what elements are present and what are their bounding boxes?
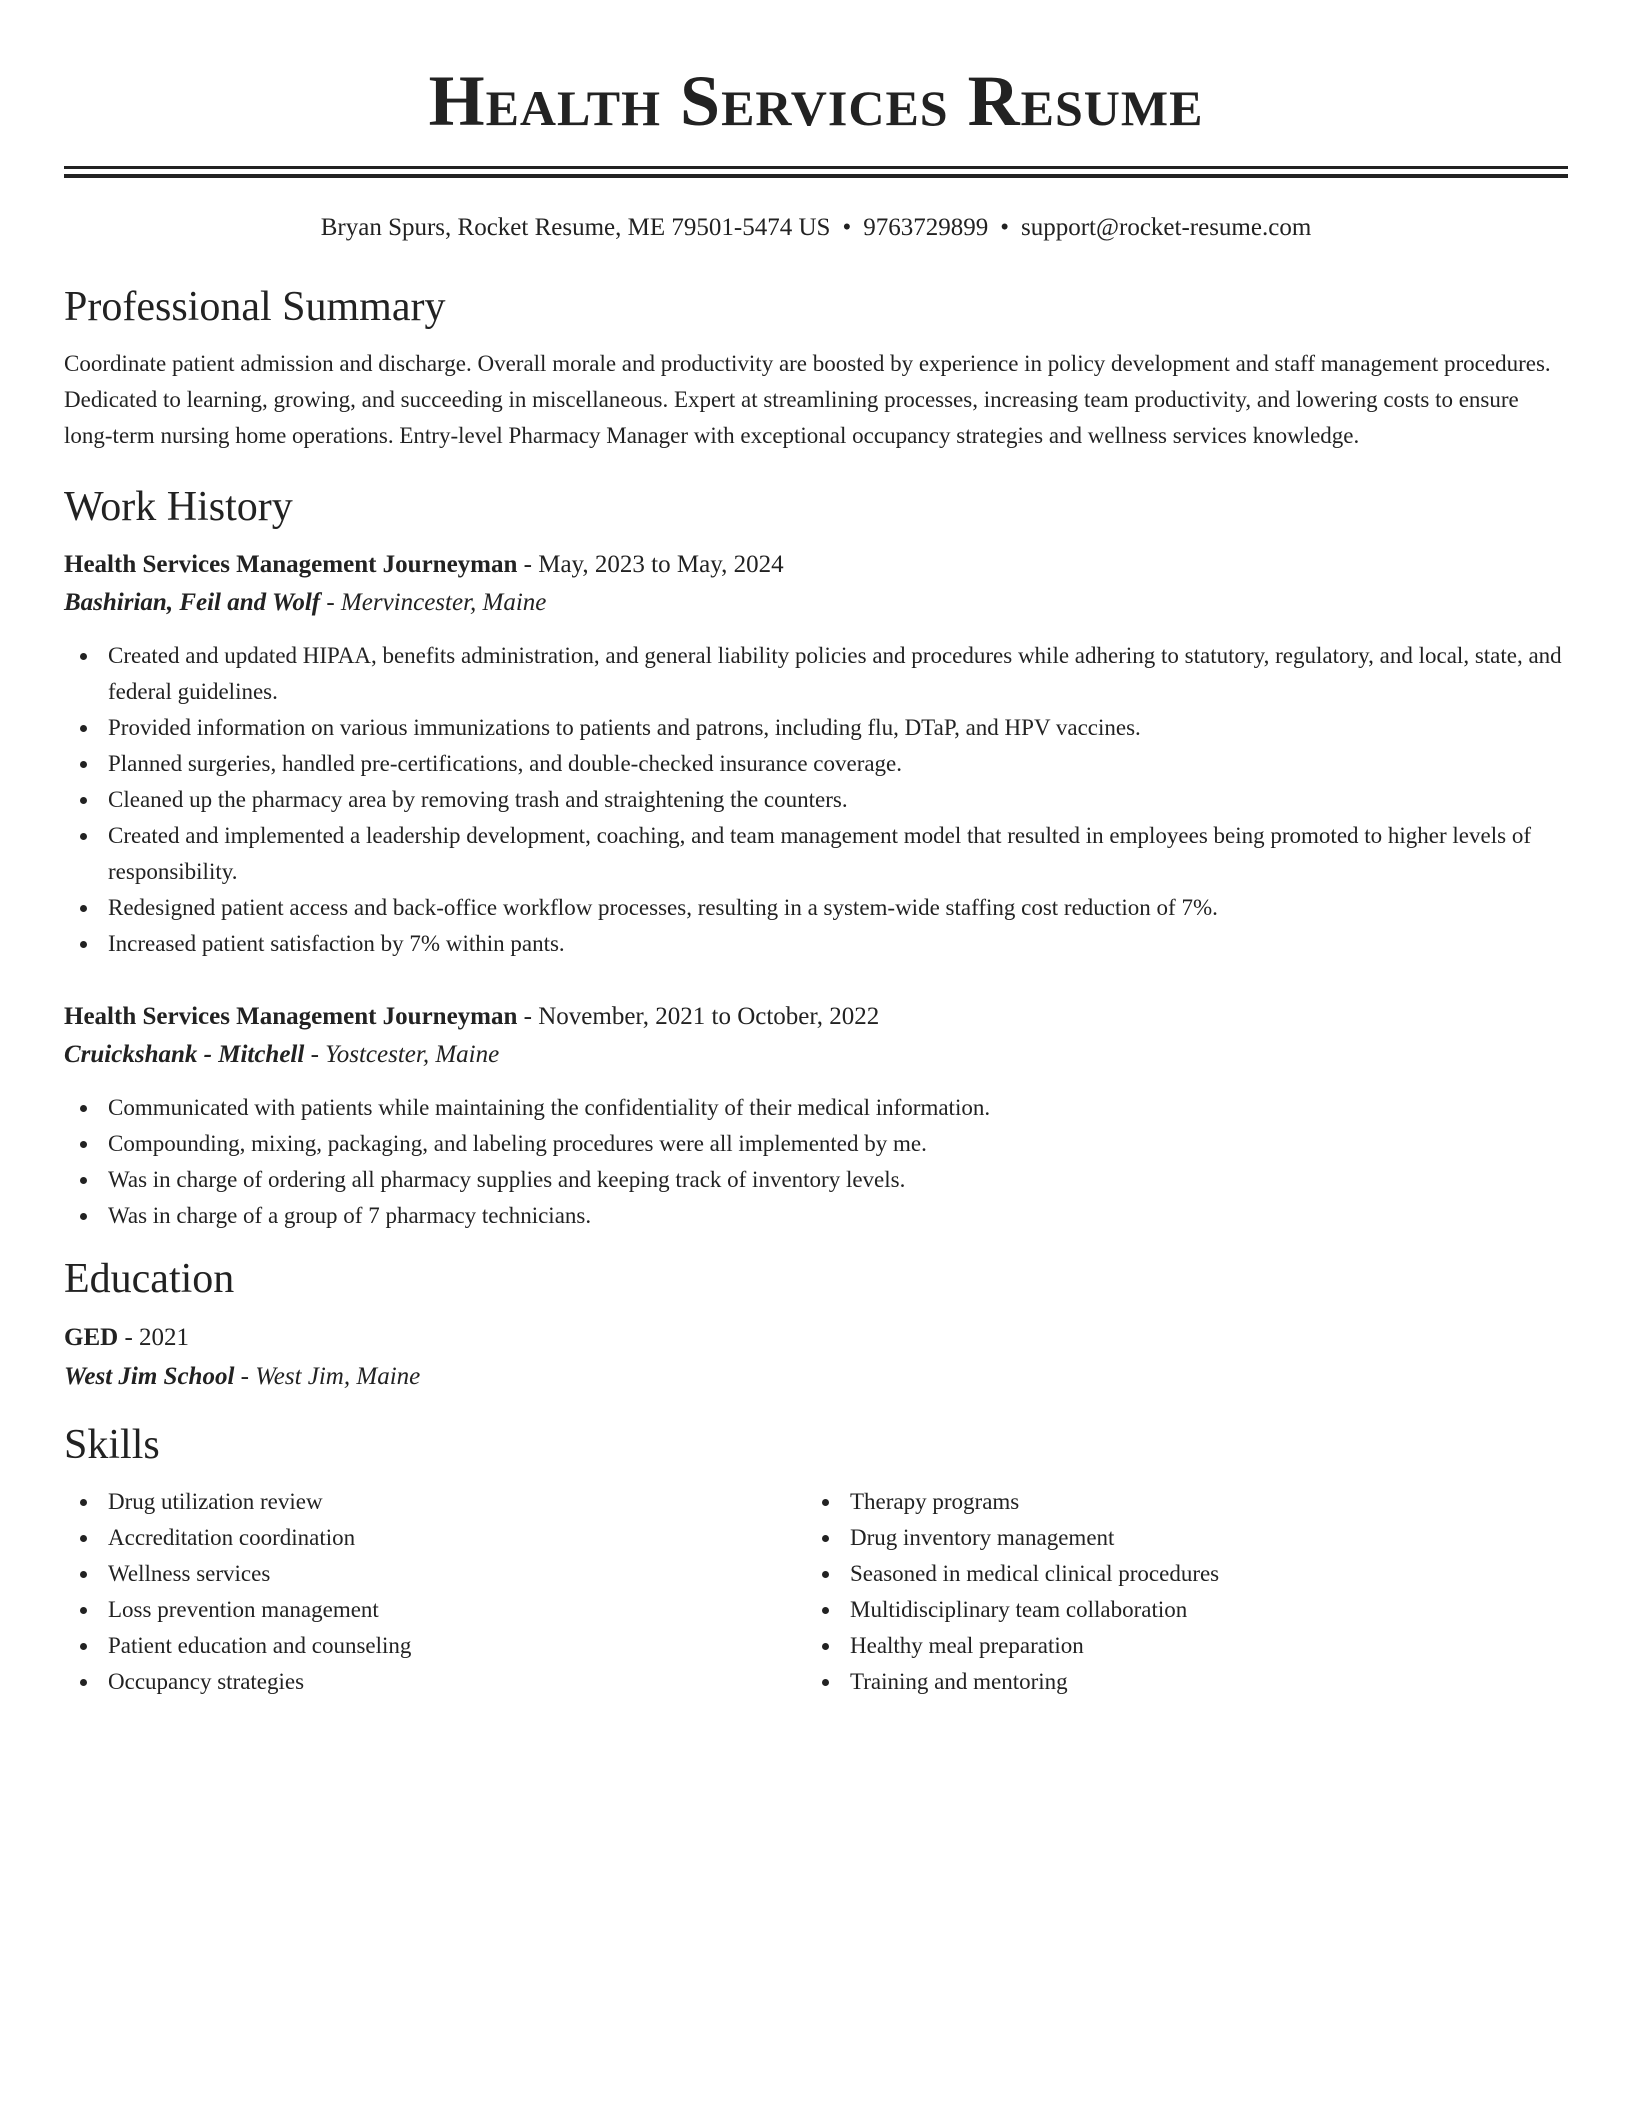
degree-line xyxy=(64,1318,1568,1358)
employer-line xyxy=(64,1036,1568,1074)
degree-year: - 2021 xyxy=(118,1324,190,1351)
job-title-line xyxy=(64,546,1568,584)
skill-item: Multidisciplinary team collaboration xyxy=(806,1592,1548,1628)
job-bullet: Communicated with patients while maintaining the confidentiality of their medical information. xyxy=(64,1090,1568,1126)
skill-item: Occupancy strategies xyxy=(64,1664,806,1700)
skill-item: Healthy meal preparation xyxy=(806,1628,1548,1664)
skill-item: Drug inventory management xyxy=(806,1520,1548,1556)
job-bullet: Created and implemented a leadership development, coaching, and team management model that resulted in employees being promoted to higher levels of responsibility. xyxy=(64,818,1568,890)
school-name: West Jim School xyxy=(64,1363,235,1390)
employer-line xyxy=(64,584,1568,622)
job-bullet: Was in charge of ordering all pharmacy supplies and keeping track of inventory levels. xyxy=(64,1162,1568,1198)
skills-left-column xyxy=(64,1484,806,1700)
job-title-line xyxy=(64,998,1568,1036)
job-bullet: Cleaned up the pharmacy area by removing trash and straightening the counters. xyxy=(64,782,1568,818)
title-rule-bottom xyxy=(64,174,1568,178)
contact-line xyxy=(64,212,1568,244)
job-bullet: Redesigned patient access and back-office workflow processes, resulting in a system-wide staffing cost reduction of 7%. xyxy=(64,890,1568,926)
summary-heading: Professional Summary xyxy=(64,284,446,330)
job-dates: - November, 2021 to October, 2022 xyxy=(517,1003,880,1030)
skill-item: Therapy programs xyxy=(806,1484,1548,1520)
title-rule-top xyxy=(64,166,1568,169)
education-section xyxy=(64,1254,1568,1396)
job-title: Health Services Management Journeyman xyxy=(64,551,518,578)
employer-location: - Yostcester, Maine xyxy=(304,1041,500,1068)
contact-address: Bryan Spurs, Rocket Resume, ME 79501-5474 US xyxy=(320,214,831,241)
job-bullets xyxy=(64,1090,1568,1234)
school-line xyxy=(64,1358,1568,1396)
skill-item: Wellness services xyxy=(64,1556,806,1592)
contact-separator: • xyxy=(842,214,852,241)
school-location: - West Jim, Maine xyxy=(234,1363,421,1390)
resume-page xyxy=(64,0,1568,1700)
job-bullet: Planned surgeries, handled pre-certifications, and double-checked insurance coverage. xyxy=(64,746,1568,782)
job-bullet: Created and updated HIPAA, benefits administration, and general liability policies and procedures while adhering to statutory, regulatory, and local, state, and federal guidelines. xyxy=(64,638,1568,710)
contact-email: support@rocket-resume.com xyxy=(1020,214,1312,241)
employer-name: Cruickshank - Mitchell xyxy=(64,1041,305,1068)
employer-name: Bashirian, Feil and Wolf xyxy=(64,589,321,616)
skill-item: Accreditation coordination xyxy=(64,1520,806,1556)
skills-right-column xyxy=(806,1484,1548,1700)
skills-columns xyxy=(64,1484,1568,1700)
contact-phone: 9763729899 xyxy=(863,214,989,241)
job-dates: - May, 2023 to May, 2024 xyxy=(517,551,784,578)
job-bullet: Was in charge of a group of 7 pharmacy technicians. xyxy=(64,1198,1568,1234)
skill-item: Patient education and counseling xyxy=(64,1628,806,1664)
job-bullet: Increased patient satisfaction by 7% within pants. xyxy=(64,926,1568,962)
contact-separator: • xyxy=(1000,214,1009,241)
work-history-section xyxy=(64,482,1568,1234)
skill-item: Loss prevention management xyxy=(64,1592,806,1628)
summary-text: Coordinate patient admission and discharge. Overall morale and productivity are boosted by experience in policy development and staff management procedures. Dedicated to learning, growing, and succeeding in miscellaneous. Expert at streamlining processes, increasing team productivity, and lowering costs to ensure long-term nursing home operations. Entry-level Pharmacy Manager with exceptional occupancy strategies and wellness services knowledge. xyxy=(64,351,1551,448)
degree-name: GED xyxy=(64,1324,119,1351)
job-title: Health Services Management Journeyman xyxy=(64,1003,518,1030)
skill-item: Seasoned in medical clinical procedures xyxy=(806,1556,1548,1592)
education-heading: Education xyxy=(64,1256,235,1302)
job-bullet: Provided information on various immunizations to patients and patrons, including flu, DTaP, and HPV vaccines. xyxy=(64,710,1568,746)
skill-item: Drug utilization review xyxy=(64,1484,806,1520)
job-bullets xyxy=(64,638,1568,962)
education-entry xyxy=(64,1318,1568,1396)
job-bullet: Compounding, mixing, packaging, and labeling procedures were all implemented by me. xyxy=(64,1126,1568,1162)
skills-heading: Skills xyxy=(64,1422,160,1468)
resume-title: Health Services Resume xyxy=(428,61,1204,141)
skill-item: Training and mentoring xyxy=(806,1664,1548,1700)
work-history-heading: Work History xyxy=(64,484,293,530)
employer-location: - Mervincester, Maine xyxy=(320,589,547,616)
summary-section xyxy=(64,282,1568,454)
skills-section xyxy=(64,1420,1568,1700)
job-entry xyxy=(64,998,1568,1234)
job-entry xyxy=(64,546,1568,962)
